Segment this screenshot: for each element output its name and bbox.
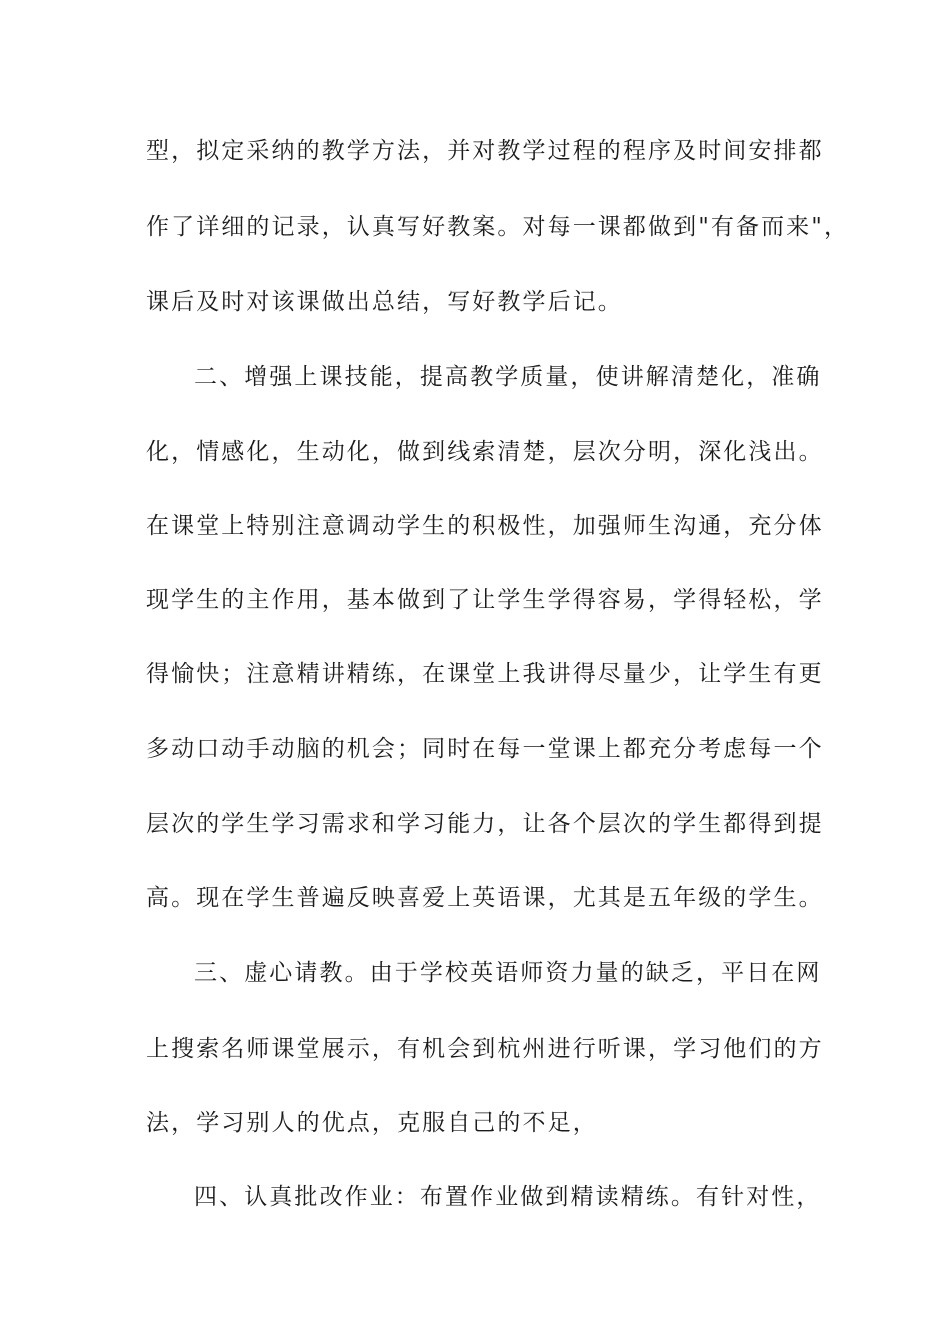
- text-line: 课后及时对该课做出总结，写好教学后记。: [146, 289, 623, 315]
- paragraph-4-first-line: 四、认真批改作业：布置作业做到精读精练。有针对性，: [194, 1184, 822, 1210]
- paragraph-2-first-line: 二、增强上课技能，提高教学质量，使讲解清楚化，准确: [194, 364, 822, 390]
- text-line: 得愉快；注意精讲精练，在课堂上我讲得尽量少，让学生有更: [146, 661, 824, 687]
- text-line: 型，拟定采纳的教学方法，并对教学过程的程序及时间安排都: [146, 138, 824, 164]
- text-line: 现学生的主作用，基本做到了让学生学得容易，学得轻松，学: [146, 587, 824, 613]
- text-line: 作了详细的记录，认真写好教案。对每一课都做到"有备而来"，: [146, 214, 850, 240]
- text-line: 上搜索名师课堂展示，有机会到杭州进行听课，学习他们的方: [146, 1036, 824, 1062]
- text-line: 法，学习别人的优点，克服自己的不足，: [146, 1110, 598, 1136]
- paragraph-3-first-line: 三、虚心请教。由于学校英语师资力量的缺乏，平日在网: [194, 960, 822, 986]
- text-line: 在课堂上特别注意调动学生的积极性，加强师生沟通，充分体: [146, 513, 824, 539]
- text-line: 高。现在学生普遍反映喜爱上英语课，尤其是五年级的学生。: [146, 885, 824, 911]
- text-line: 化，情感化，生动化，做到线索清楚，层次分明，深化浅出。: [146, 439, 824, 465]
- text-line: 层次的学生学习需求和学习能力，让各个层次的学生都得到提: [146, 811, 824, 837]
- text-line: 多动口动手动脑的机会；同时在每一堂课上都充分考虑每一个: [146, 736, 824, 762]
